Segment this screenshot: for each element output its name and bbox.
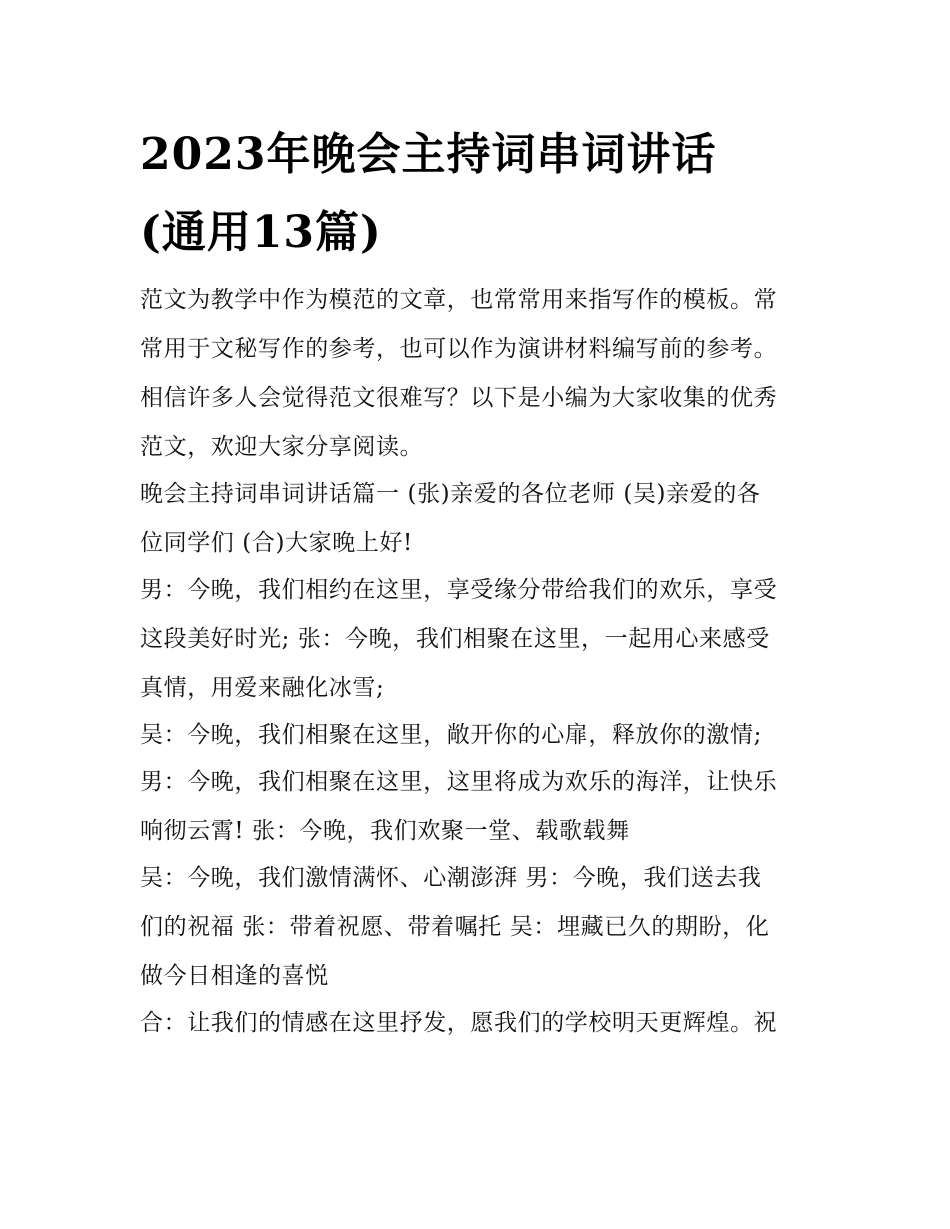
- text-line: 做今日相逢的喜悦: [140, 963, 329, 989]
- text-line: 们的祝福 张：带着祝愿、带着嘱托 吴：埋藏已久的期盼，化: [140, 914, 770, 940]
- text-line: 常用于文秘写作的参考，也可以作为演讲材料编写前的参考。: [140, 336, 778, 362]
- dialogue-paragraph: [140, 762, 820, 851]
- text-line: 男：今晚，我们相聚在这里，这里将成为欢乐的海洋，让快乐: [140, 769, 778, 795]
- dialogue-paragraph: [140, 858, 820, 996]
- text-line: 这段美好时光; 张：今晚，我们相聚在这里，一起用心来感受: [140, 626, 770, 652]
- document-title: [140, 116, 820, 272]
- intro-paragraph: [140, 280, 820, 467]
- text-line: 位同学们 (合)大家晚上好!: [140, 530, 413, 556]
- text-line: 范文为教学中作为模范的文章，也常常用来指写作的模板。常: [140, 287, 778, 313]
- section-heading-paragraph: [140, 474, 820, 563]
- document-body: [140, 280, 820, 1043]
- dialogue-paragraph: [140, 1003, 820, 1043]
- text-line: 吴：今晚，我们激情满怀、心潮澎湃 男：今晚，我们送去我: [140, 865, 762, 891]
- text-line: 吴：今晚，我们相聚在这里，敞开你的心扉，释放你的激情;: [140, 722, 762, 748]
- text-line: 男：今晚，我们相约在这里，享受缘分带给我们的欢乐，享受: [140, 577, 778, 603]
- text-line: 相信许多人会觉得范文很难写？以下是小编为大家收集的优秀: [140, 385, 778, 411]
- text-line: 合：让我们的情感在这里抒发，愿我们的学校明天更辉煌。祝: [140, 1010, 778, 1036]
- dialogue-paragraph: [140, 570, 820, 708]
- text-line: 范文，欢迎大家分享阅读。: [140, 434, 424, 460]
- title-line: 2023年晚会主持词串词讲话: [140, 129, 717, 180]
- title-line: (通用13篇): [140, 207, 382, 258]
- text-line: 晚会主持词串词讲话篇一 (张)亲爱的各位老师 (吴)亲爱的各: [140, 481, 761, 507]
- text-line: 真情，用爱来融化冰雪;: [140, 675, 385, 701]
- text-line: 响彻云霄! 张：今晚，我们欢聚一堂、载歌载舞: [140, 818, 630, 844]
- dialogue-paragraph: [140, 715, 820, 755]
